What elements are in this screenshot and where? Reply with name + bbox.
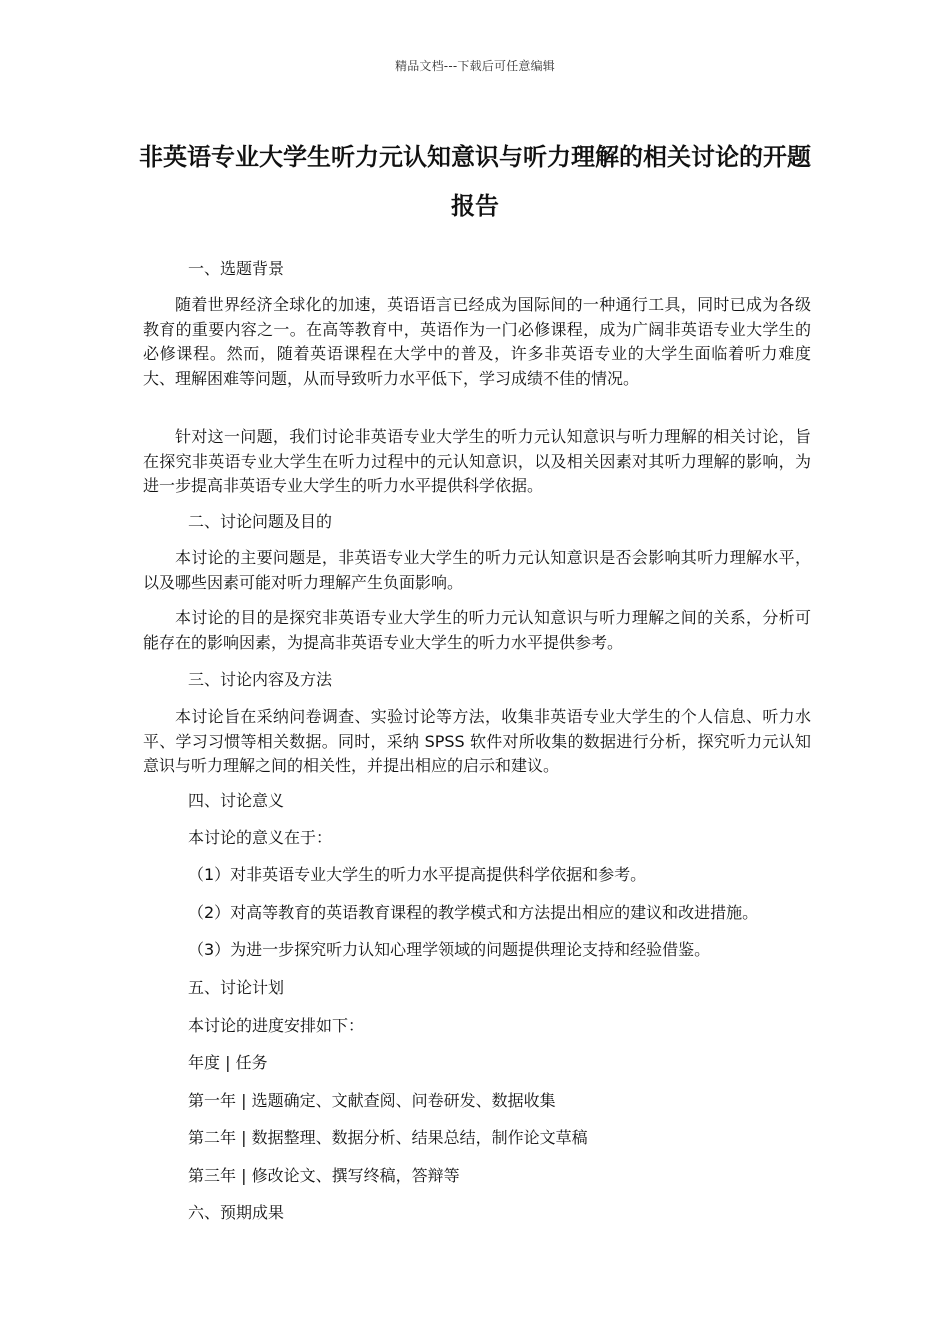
header-note: 精品文档---下载后可任意编辑 xyxy=(395,59,555,73)
paragraph-text: 本讨论的主要问题是，非英语专业大学生的听力元认知意识是否会影响其听力理解水平，以及哪些因素可能对听力理解产生负面影响。 xyxy=(143,548,811,592)
plan-table-row: 第二年 | 数据整理、数据分析、结果总结，制作论文草稿 xyxy=(188,1128,588,1147)
significance-item: （1）对非英语专业大学生的听力水平提高提供科学依据和参考。 xyxy=(188,865,647,884)
section-heading-plan: 五、讨论计划 xyxy=(188,978,285,997)
significance-intro: 本讨论的意义在于： xyxy=(188,828,333,847)
significance-item: （3）为进一步探究听力认知心理学领域的问题提供理论支持和经验借鉴。 xyxy=(188,940,711,959)
paragraph-text: 随着世界经济全球化的加速，英语语言已经成为国际间的一种通行工具，同时已成为各级教育的重要内容之一。在高等教育中，英语作为一门必修课程，成为广阔非英语专业大学生的必修课程。然而，随着英语课程在大学中的普及，许多非英语专业的大学生面临着听力难度大、理解困难等问题，从而导致听力水平低下，学习成绩不佳的情况。 xyxy=(143,295,811,388)
methods-paragraph xyxy=(143,705,811,779)
document-title: 非英语专业大学生听力元认知意识与听力理解的相关讨论的开题报告 xyxy=(139,143,811,220)
background-paragraph-2 xyxy=(143,425,811,499)
questions-paragraph-2 xyxy=(143,606,811,655)
plan-table-row: 第三年 | 修改论文、撰写终稿，答辩等 xyxy=(188,1166,460,1185)
background-paragraph-1 xyxy=(143,293,811,391)
plan-intro: 本讨论的进度安排如下： xyxy=(188,1016,365,1035)
section-heading-background: 一、选题背景 xyxy=(188,259,285,278)
section-heading-outcomes: 六、预期成果 xyxy=(188,1203,285,1222)
questions-paragraph-1 xyxy=(143,546,811,595)
section-heading-methods: 三、讨论内容及方法 xyxy=(188,670,333,689)
plan-table-header: 年度 | 任务 xyxy=(188,1053,268,1072)
paragraph-text: 针对这一问题，我们讨论非英语专业大学生的听力元认知意识与听力理解的相关讨论，旨在探究非英语专业大学生在听力过程中的元认知意识，以及相关因素对其听力理解的影响，为进一步提高非英语专业大学生的听力水平提供科学依据。 xyxy=(143,427,811,495)
section-heading-significance: 四、讨论意义 xyxy=(188,791,285,810)
plan-table-row: 第一年 | 选题确定、文献查阅、问卷研发、数据收集 xyxy=(188,1091,556,1110)
paragraph-text: 本讨论的目的是探究非英语专业大学生的听力元认知意识与听力理解之间的关系，分析可能存在的影响因素，为提高非英语专业大学生的听力水平提供参考。 xyxy=(143,608,811,652)
section-heading-questions: 二、讨论问题及目的 xyxy=(188,512,333,531)
paragraph-text: 本讨论旨在采纳问卷调查、实验讨论等方法，收集非英语专业大学生的个人信息、听力水平、学习习惯等相关数据。同时，采纳 SPSS 软件对所收集的数据进行分析，探究听力元认知意识与听力理解之间的相关性，并提出相应的启示和建议。 xyxy=(143,707,811,775)
significance-item: （2）对高等教育的英语教育课程的教学模式和方法提出相应的建议和改进措施。 xyxy=(188,903,759,922)
